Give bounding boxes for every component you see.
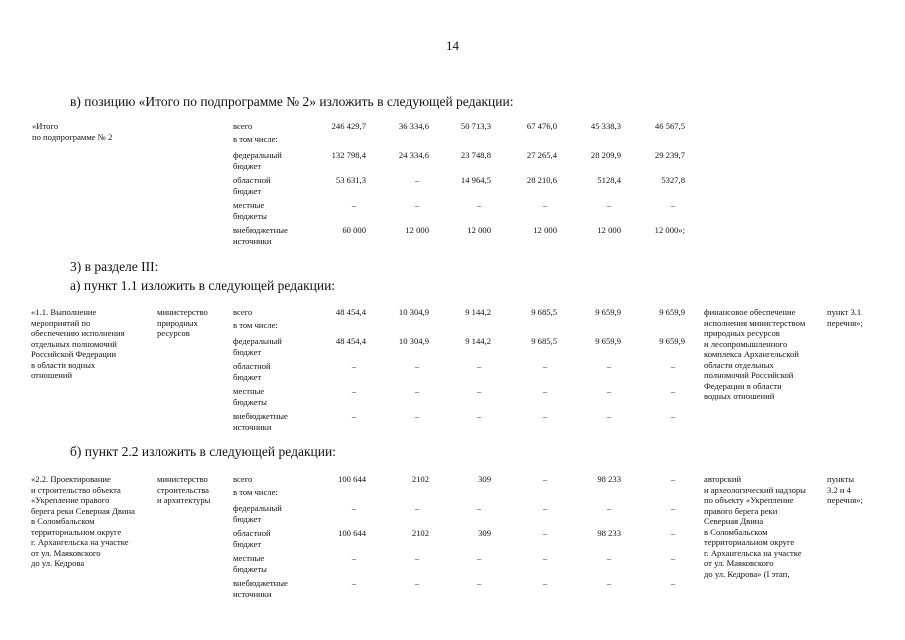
table-cell-value: –	[414, 386, 420, 396]
measure-name-line: в области водных	[31, 359, 96, 370]
result-line: и лесопромышленного	[704, 338, 788, 349]
measure-name-line: «Укрепление правого	[31, 495, 110, 505]
table-cell-value: –	[542, 553, 548, 563]
table-cell-value: 27 265,4	[526, 150, 557, 160]
table-cell-value: 60 000	[342, 225, 366, 235]
table-cell-value: 2102	[411, 528, 429, 538]
table-cell-value: –	[606, 553, 612, 563]
funding-source-label: бюджеты	[233, 563, 267, 574]
executor-line: министерство	[157, 474, 208, 484]
perechen-link-line: перечня»;	[827, 317, 863, 328]
table-cell-value: –	[351, 578, 357, 588]
table-cell-value: –	[670, 361, 676, 371]
heading-itogo: в) позицию «Итого по подпрограмме № 2» изложить в следующей редакции:	[70, 94, 514, 109]
table-cell-value: 48 454,4	[335, 307, 366, 317]
table-cell-value: 12 000	[597, 225, 621, 235]
page-number: 14	[446, 38, 459, 53]
table-cell-value: –	[476, 386, 482, 396]
table-cell-value: –	[476, 200, 482, 210]
result-line: правого берега реки	[704, 505, 778, 516]
table-cell-value: –	[542, 503, 548, 513]
table-cell-value: 309	[478, 528, 491, 538]
funding-source-label: внебюджетные	[233, 225, 288, 235]
table-cell-value: 98 233	[597, 474, 621, 484]
measure-name-line: отношений	[31, 370, 73, 380]
measure-name-line: по подпрограмме № 2	[32, 131, 113, 142]
table-cell-value: –	[542, 528, 548, 538]
table-cell-value: –	[414, 553, 420, 563]
funding-source-label: бюджет	[233, 185, 262, 196]
table-cell-value: –	[606, 411, 612, 421]
funding-source-label: федеральный	[233, 336, 282, 346]
funding-source-label: бюджет	[233, 513, 262, 524]
table-cell-value: –	[670, 386, 676, 396]
result-line: г. Архангельска на участке	[704, 547, 802, 558]
table-cell-value: –	[670, 200, 676, 210]
funding-source-label: всего	[233, 121, 253, 131]
table-cell-value: –	[351, 200, 357, 210]
table-cell-value: 100 644	[338, 528, 366, 538]
table-cell-value: 9 659,9	[659, 336, 685, 346]
table-cell-value: –	[606, 386, 612, 396]
executor-line: строительства	[157, 484, 209, 495]
result-line: от ул. Маяковского	[704, 558, 774, 568]
table-cell-value: 53 631,3	[335, 175, 366, 185]
executor-line: и архитектуры	[157, 495, 211, 505]
executor-line: министерство	[157, 307, 208, 317]
measure-name-line: и строительство объекта	[31, 484, 121, 495]
table-cell-value: 14 964,5	[460, 175, 491, 185]
table-cell-value: –	[542, 361, 548, 371]
measure-name-line: Российской Федерации	[31, 349, 117, 359]
table-cell-value: 23 748,8	[460, 150, 491, 160]
funding-source-label: всего	[233, 307, 253, 317]
table-cell-value: 309	[478, 474, 491, 484]
table-cell-value: –	[351, 553, 357, 563]
table-cell-value: 9 144,2	[465, 307, 491, 317]
result-line: полномочий Российской	[704, 370, 794, 380]
table-cell-value: 50 713,3	[460, 121, 491, 131]
heading-section-3: 3) в разделе III:	[70, 259, 159, 274]
perechen-link-line: пункт 3.1	[827, 307, 862, 317]
table-cell-value: 9 685,5	[531, 336, 557, 346]
table-cell-value: 29 239,7	[654, 150, 685, 160]
funding-source-label: внебюджетные	[233, 578, 288, 588]
executor-line: ресурсов	[157, 328, 190, 338]
funding-source-label: бюджет	[233, 160, 262, 171]
table-cell-value: –	[476, 553, 482, 563]
table-cell-value: 9 685,5	[531, 307, 557, 317]
funding-source-label: областной	[233, 528, 271, 538]
funding-source-label: федеральный	[233, 150, 282, 160]
table-cell-value: 12 000	[467, 225, 491, 235]
table-cell-value: 12 000	[405, 225, 429, 235]
table-cell-value: –	[414, 503, 420, 513]
executor-line: природных	[157, 317, 198, 328]
perechen-link-line: 3.2 и 4	[827, 484, 851, 495]
funding-source-label: источники	[233, 235, 272, 246]
measure-name-line: в Соломбальском	[31, 516, 95, 526]
result-line: авторский	[704, 474, 742, 484]
table-cell-value: –	[606, 503, 612, 513]
table-cell-value: 5327,8	[661, 175, 685, 185]
measure-name-line: до ул. Кедрова	[31, 558, 85, 568]
table-cell-value: 9 659,9	[595, 307, 621, 317]
table-cell-value: 2102	[411, 474, 429, 484]
measure-name-line: г. Архангельска на участке	[31, 537, 129, 547]
measure-name-line: отдельных полномочий	[31, 338, 117, 349]
table-cell-value: 9 659,9	[595, 336, 621, 346]
table-cell-value: –	[414, 361, 420, 371]
measure-name-line: обеспечению исполнения	[31, 328, 125, 338]
table-cell-value: 98 233	[597, 528, 621, 538]
funding-source-label: в том числе:	[233, 320, 278, 330]
table-cell-value: –	[542, 386, 548, 396]
result-line: территориальном округе	[704, 537, 795, 547]
measure-name-line: «Итого	[32, 121, 59, 131]
table-cell-value: 67 476,0	[526, 121, 557, 131]
funding-source-label: в том числе:	[233, 487, 278, 497]
funding-source-label: источники	[233, 421, 272, 432]
table-cell-value: 9 659,9	[659, 307, 685, 317]
table-cell-value: –	[670, 411, 676, 421]
table-cell-value: –	[476, 503, 482, 513]
table-cell-value: 12 000	[533, 225, 557, 235]
measure-name-line: «2.2. Проектирование	[31, 474, 111, 484]
funding-source-label: федеральный	[233, 503, 282, 513]
table-cell-value: –	[476, 411, 482, 421]
funding-source-label: областной	[233, 175, 271, 185]
funding-source-label: бюджет	[233, 346, 262, 357]
table-cell-value: –	[542, 474, 548, 484]
result-line: комплекса Архангельской	[704, 349, 799, 359]
table-cell-value: 48 454,4	[335, 336, 366, 346]
table-cell-value: –	[606, 361, 612, 371]
table-cell-value: –	[670, 474, 676, 484]
result-line: финансовое обеспечение	[704, 307, 796, 317]
measure-name-line: от ул. Маяковского	[31, 547, 101, 558]
table-cell-value: 10 304,9	[398, 307, 429, 317]
funding-source-label: в том числе:	[233, 134, 278, 144]
table-cell-value: –	[542, 578, 548, 588]
funding-source-label: местные	[233, 553, 265, 563]
table-cell-value: 246 429,7	[331, 121, 366, 131]
table-cell-value: 36 334,6	[398, 121, 429, 131]
table-cell-value: –	[414, 578, 420, 588]
measure-name-line: берега реки Северная Двина	[31, 505, 135, 516]
heading-point-2-2: б) пункт 2.2 изложить в следующей редакции:	[70, 444, 336, 459]
table-cell-value: –	[476, 578, 482, 588]
table-cell-value: 24 334,6	[398, 150, 429, 160]
funding-source-label: местные	[233, 200, 265, 210]
result-line: исполнения министерством	[704, 317, 806, 328]
table-cell-value: –	[670, 503, 676, 513]
result-line: Федерации в области	[704, 380, 782, 391]
funding-source-label: областной	[233, 361, 271, 371]
table-cell-value: –	[542, 200, 548, 210]
table-cell-value: –	[351, 361, 357, 371]
funding-source-label: источники	[233, 588, 272, 599]
measure-name-line: «1.1. Выполнение	[31, 307, 97, 317]
result-line: природных ресурсов	[704, 328, 780, 338]
table-cell-value: 10 304,9	[398, 336, 429, 346]
table-cell-value: –	[670, 578, 676, 588]
table-cell-value: 28 210,6	[526, 175, 557, 185]
table-cell-value: –	[670, 553, 676, 563]
table-cell-value: –	[414, 200, 420, 210]
result-line: области отдельных	[704, 359, 774, 370]
table-cell-value: –	[351, 411, 357, 421]
table-cell-value: 45 338,3	[590, 121, 621, 131]
funding-source-label: местные	[233, 386, 265, 396]
table-cell-value: 5128,4	[597, 175, 621, 185]
funding-source-label: бюджет	[233, 538, 262, 549]
result-line: водных отношений	[704, 391, 775, 401]
table-cell-value: 132 798,4	[331, 150, 366, 160]
table-cell-value: 46 567,5	[654, 121, 685, 131]
table-cell-value: –	[606, 578, 612, 588]
table-cell-value: 9 144,2	[465, 336, 491, 346]
funding-source-label: бюджет	[233, 371, 262, 382]
table-cell-value: –	[351, 386, 357, 396]
table-cell-value: 12 000»;	[654, 225, 685, 235]
measure-name-line: мероприятий по	[31, 317, 91, 328]
funding-source-label: бюджеты	[233, 210, 267, 221]
measure-name-line: территориальном округе	[31, 526, 122, 537]
perechen-link-line: перечня»;	[827, 495, 863, 505]
table-cell-value: 100 644	[338, 474, 366, 484]
table-cell-value: –	[414, 175, 420, 185]
table-cell-value: 28 209,9	[590, 150, 621, 160]
result-line: и археологический надзоры	[704, 484, 806, 495]
result-line: Северная Двина	[704, 516, 764, 526]
result-line: по объекту «Укрепление	[704, 495, 794, 505]
heading-point-1-1: а) пункт 1.1 изложить в следующей редакции:	[70, 278, 336, 293]
perechen-link-line: пункты	[827, 474, 855, 484]
result-line: в Соломбальском	[704, 526, 768, 537]
table-cell-value: –	[606, 200, 612, 210]
table-cell-value: –	[670, 528, 676, 538]
funding-source-label: внебюджетные	[233, 411, 288, 421]
table-cell-value: –	[476, 361, 482, 371]
table-cell-value: –	[542, 411, 548, 421]
funding-source-label: всего	[233, 474, 253, 484]
funding-source-label: бюджеты	[233, 396, 267, 407]
table-cell-value: –	[414, 411, 420, 421]
table-cell-value: –	[351, 503, 357, 513]
result-line: до ул. Кедрова» (I этап,	[704, 568, 790, 579]
